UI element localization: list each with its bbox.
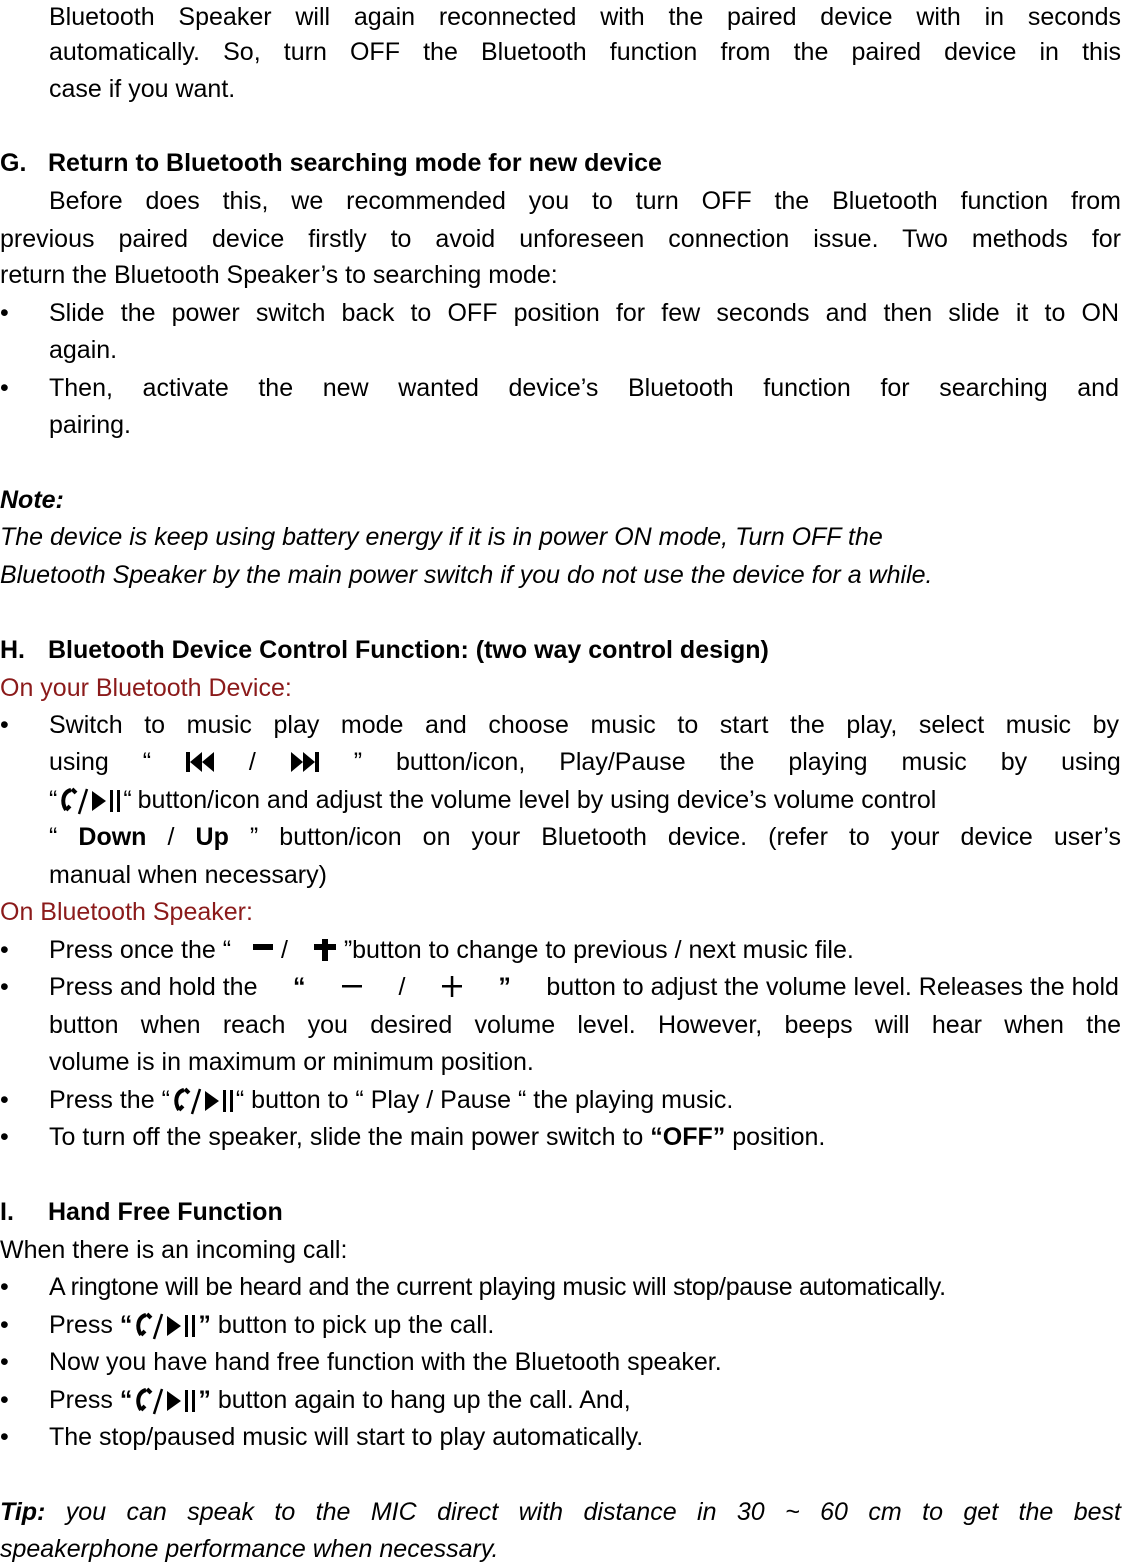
speaker-bullet-1 [0,931,1121,969]
off-label: “OFF” [650,1123,726,1151]
device-bullet-line-2 [49,743,1121,781]
device-bullet-line-1: Switch to music play mode and choose music to start the play, select music by [49,711,1119,739]
section-i-bullet-4 [0,1381,1121,1419]
section-i-bullet-2-rest: button to pick up the call. [217,1311,495,1339]
speaker-bullet-1-rest: button to change to previous / next music file. [352,936,854,964]
section-g-title: Return to Bluetooth searching mode for new device [48,149,662,177]
open-quote: “ [119,1386,133,1414]
close-quote: ” [343,936,353,964]
speaker-bullet-2-rest: button to adjust the volume level. Releases the hold [546,973,1119,1001]
bullet-glyph: • [0,936,9,964]
next-track-icon [290,750,320,774]
section-g-para-line-2: previous paired device firstly to avoid unforeseen connection issue. Two methods for [0,225,1121,253]
section-g-bullet-1 [0,294,1121,332]
speaker-bullet-4 [0,1118,1121,1156]
section-i-bullet-4-rest: button again to hang up the call. And, [217,1386,631,1414]
slash: / [398,973,406,1001]
section-g-heading [0,144,1121,182]
section-g-bullet-1-line-2: again. [49,336,118,364]
close-quote: ” [249,823,259,851]
tip-line-1 [0,1493,1121,1531]
call-play-pause-icon [170,1086,236,1116]
note-line-2: Bluetooth Speaker by the main power switch if you do not use the device for a while. [0,561,933,589]
word-music: music [901,748,967,776]
bullet-glyph: • [0,374,9,402]
open-quote: “ [161,1086,170,1114]
speaker-bullet-1-text [49,931,1119,969]
tip-line-2: speakerphone performance when necessary. [0,1535,499,1563]
bullet-glyph: • [0,973,9,1001]
tip-line-1-text: you can speak to the MIC direct with distance in 30 ~ 60 cm to get the best [65,1498,1121,1526]
bullet-glyph: • [0,1273,9,1301]
section-i-bullet-2 [0,1306,1121,1344]
section-i-bullet-1-text: A ringtone will be heard and the current playing music will stop/pause automatically. [49,1273,946,1301]
section-i-bullet-4-text [49,1381,1119,1419]
device-bullet-line-3-text: button/icon and adjust the volume level by using device’s volume control [137,786,937,814]
section-i-intro: When there is an incoming call: [0,1236,348,1264]
bullet-glyph: • [0,1423,9,1451]
word-press: Press [49,1311,113,1339]
minus-icon [252,940,274,962]
speaker-bullet-2-line-3: volume is in maximum or minimum position. [49,1048,534,1076]
previous-track-icon [185,750,215,774]
open-quote: “ [142,748,152,776]
section-i-bullet-5 [0,1418,1121,1456]
section-i-title: Hand Free Function [48,1198,283,1226]
speaker-bullet-2-line-2: button when reach you desired volume level. However, beeps will hear when the [49,1011,1121,1039]
word-using: using [49,748,109,776]
device-bullet-line-4-text: button/icon on your Bluetooth device. (refer to your device user’s [279,823,1122,851]
word-the: the [719,748,755,776]
speaker-label: On Bluetooth Speaker: [0,898,253,926]
bullet-glyph: • [0,1348,9,1376]
open-quote: “ [222,936,232,964]
speaker-bullet-4-text [49,1118,1119,1156]
open-quote: “ [49,786,58,814]
section-h-heading [0,631,1121,669]
word-playing: playing [788,748,868,776]
call-play-pause-icon [57,786,123,816]
word-button-icon: button/icon, [396,748,526,776]
speaker-bullet-2-lead: Press and hold the [49,973,258,1001]
close-quote: ” [198,1386,211,1414]
call-play-pause-icon [132,1386,198,1416]
speaker-bullet-3 [0,1081,1121,1119]
section-i-bullet-3-text: Now you have hand free function with the Bluetooth speaker. [49,1348,722,1376]
speaker-bullet-3-text [49,1081,1119,1119]
open-quote: “ [235,1086,245,1114]
slash: / [280,936,288,964]
section-i-bullet-3 [0,1343,1121,1381]
word-by: by [1000,748,1028,776]
word-press: Press [49,1386,113,1414]
intro-line-2: automatically. So, turn OFF the Bluetooth function from the paired device in this [49,38,1121,66]
note-label: Note: [0,486,64,514]
speaker-bullet-1-lead: Press once the [49,936,216,964]
plus-thin-icon [441,976,463,998]
section-g-bullet-2-line-2: pairing. [49,411,131,439]
word-play-pause: Play/Pause [559,748,686,776]
plus-icon [313,939,337,963]
section-g-para-line-3: return the Bluetooth Speaker’s to searching mode: [0,261,558,289]
bullet-glyph: • [0,299,9,327]
section-i-letter: I. [0,1198,14,1226]
close-quote: ” [498,973,511,1001]
speaker-bullet-2 [0,968,1121,1006]
device-bullet-line-5: manual when necessary) [49,861,327,889]
section-i-bullet-2-text [49,1306,1119,1344]
open-quote: “ [292,973,306,1001]
bullet-glyph: • [0,1086,9,1114]
word-up: Up [195,823,229,851]
speaker-bullet-3-rest: button to “ Play / Pause “ the playing music. [251,1086,734,1114]
section-g-para-line-1: Before does this, we recommended you to turn OFF the Bluetooth function from [49,187,1121,215]
intro-line-1: Bluetooth Speaker will again reconnected with the paired device with in seconds [49,3,1121,31]
word-down: Down [78,823,147,851]
speaker-bullet-4-rest: position. [732,1123,826,1151]
bullet-glyph: • [0,1311,9,1339]
word-using-2: using [1061,748,1121,776]
open-quote: “ [49,823,58,851]
open-quote: “ [123,786,132,814]
open-quote: “ [119,1311,133,1339]
section-g-bullet-1-line-1: Slide the power switch back to OFF position for few seconds and then slide it to ON [49,299,1119,327]
section-i-heading [0,1193,1121,1231]
section-g-bullet-2-line-1: Then, activate the new wanted device’s Bluetooth function for searching and [49,374,1119,402]
section-g-letter: G. [0,149,27,177]
note-line-1: The device is keep using battery energy if it is in power ON mode, Turn OFF the [0,523,883,551]
bullet-glyph: • [0,711,9,739]
section-g-bullet-2 [0,369,1121,407]
section-i-bullet-1 [0,1268,1121,1306]
device-bullet [0,706,1121,744]
bullet-glyph: • [0,1123,9,1151]
section-h-letter: H. [0,636,25,664]
device-bullet-line-3 [49,781,1121,819]
bullet-glyph: • [0,1386,9,1414]
close-quote: ” [353,748,363,776]
slash: / [167,823,175,851]
speaker-bullet-2-line-1 [49,968,1119,1006]
device-label: On your Bluetooth Device: [0,674,292,702]
device-bullet-line-4 [49,818,1121,856]
section-h-title: Bluetooth Device Control Function: (two way control design) [48,636,769,664]
speaker-bullet-4-lead: To turn off the speaker, slide the main power switch to [49,1123,644,1151]
tip-label: Tip: [0,1498,46,1526]
call-play-pause-icon [132,1311,198,1341]
speaker-bullet-3-lead: Press the [49,1086,155,1114]
close-quote: ” [198,1311,211,1339]
intro-line-3: case if you want. [49,75,236,103]
slash: / [248,748,256,776]
minus-thin-icon [341,976,363,998]
section-i-bullet-5-text: The stop/paused music will start to play automatically. [49,1423,644,1451]
